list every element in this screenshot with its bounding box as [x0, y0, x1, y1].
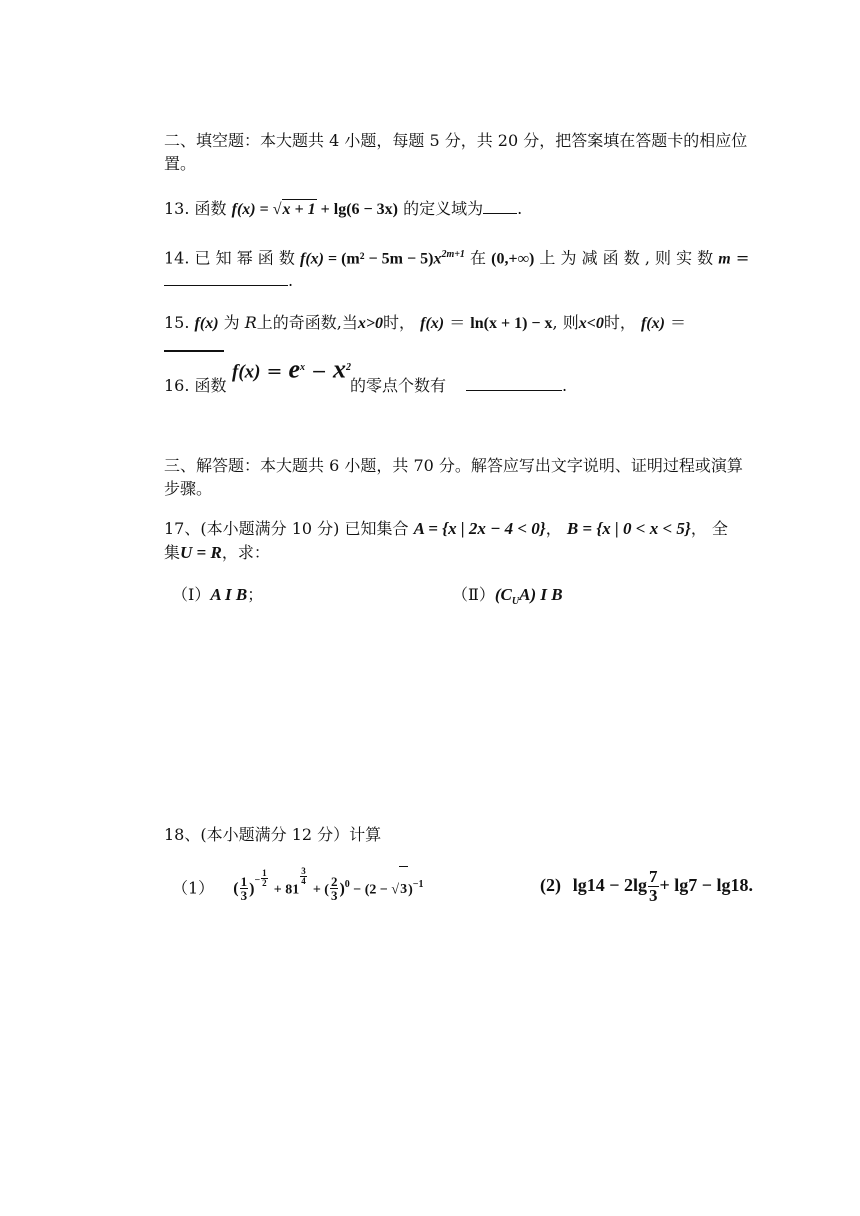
q16-tail: 的零点个数有 [350, 376, 447, 395]
q15-cond1: x>0 [357, 315, 383, 332]
question-14-answer [164, 271, 293, 291]
section-2-heading-cont-text: 置。 [164, 154, 197, 173]
section-3-heading-cont-text: 步骤。 [164, 479, 213, 498]
q13-eq: = [255, 201, 273, 218]
q15-t1: 为 [223, 313, 240, 332]
q14-m: m [718, 250, 731, 268]
q17-cont-prefix: 集 [164, 543, 181, 562]
section-2-heading [164, 131, 747, 151]
q13-end: . [517, 199, 523, 218]
q18-p1-exp2-num: 3 [301, 866, 306, 877]
q16-formula [232, 354, 352, 384]
question-13: 13. 函数 f(x) = √x + 1 + lg(6 − 3x) 的定义域为 . [164, 199, 523, 218]
q14-x: x [433, 250, 442, 268]
q18-p1-frac-b [330, 875, 339, 902]
section-3-heading-cont [164, 479, 212, 499]
q17-part-1 [172, 585, 263, 605]
q18-p1-b-num: 2 [330, 874, 338, 890]
q15-t2: 上的奇函数,当 [256, 313, 358, 332]
section-3-heading [164, 456, 743, 476]
q16-fx: f(x) [232, 361, 261, 383]
q18-p1-exp1-den: 2 [262, 878, 267, 889]
q18-part-2 [540, 862, 753, 908]
q17-universe: U = R [180, 543, 222, 562]
q17-cont-tail: ，求： [221, 543, 270, 562]
q15-answer-blank [164, 350, 224, 352]
q15-fx: f(x) [194, 315, 219, 332]
q18-p1-close: ) [408, 882, 413, 898]
question-17-cont [164, 543, 270, 563]
q14-eq: = [730, 248, 750, 268]
section-2-heading-cont [164, 154, 196, 174]
q17-part2-expr-a: (C [494, 585, 512, 604]
q18-p1-label: （1） [172, 878, 215, 898]
q16-e: e [288, 354, 301, 384]
q17-number: 17、(本小题满分 10 分) 已知集合 [164, 519, 409, 538]
q13-tail: 的定义域为 [403, 199, 484, 218]
question-17 [164, 519, 728, 539]
q18-p1-plus81: + 81 [273, 882, 300, 898]
q15-t4: ＝ [449, 313, 466, 332]
q18-p1-exp2 [300, 867, 307, 886]
q15-t6: 时， [603, 313, 636, 332]
q17-set-a: A = {x | 2x − 4 < 0} [413, 519, 546, 538]
q17-tail: ， 全 [690, 519, 728, 538]
q17-part1-label: （Ⅰ） [172, 585, 211, 604]
q18-p2-b: + lg7 − lg18. [659, 875, 754, 895]
q13-answer-blank [483, 199, 517, 214]
q16-x: x [333, 354, 347, 384]
q18-part-1: （1） ( $\frac{1}{3}$ )− $\frac{1}{2}$ + 81 $\frac{3}{4}$ + ( $\frac{2}{3}$ )$^0 - (2 - √3)^{-1}$ [172, 862, 423, 908]
q14-tail: 上 为 减 函 数 , 则 实 数 [539, 248, 714, 268]
q18-p1-plus: + ( [312, 882, 329, 898]
q18-p1-neg1: −1 [412, 879, 424, 890]
q18-p1-sqrt: 3 [399, 866, 408, 913]
q18-p1-a-num: 1 [240, 874, 248, 890]
q17-part2-sub: U [511, 596, 520, 608]
q18-number: 18、(本小题满分 12 分）计算 [164, 825, 382, 844]
q18-p1-tail: − (2 − [349, 882, 392, 898]
q13-fx: f(x) [231, 201, 256, 218]
q18-p2-frac [648, 868, 659, 905]
q17-part2-expr-b: A) I B [519, 585, 563, 604]
q14-mid: 在 [470, 248, 487, 268]
q14-end: . [288, 271, 294, 290]
q18-p1-frac-a [240, 875, 249, 902]
q16-eq: = [260, 360, 289, 383]
q18-p1-a-den: 3 [240, 888, 248, 904]
q13-number: 13. 函数 [164, 199, 227, 218]
q15-number: 15. [164, 313, 190, 332]
q16-answer [466, 376, 567, 396]
q13-rest: + lg(6 − 3x) [316, 201, 398, 218]
section-2-heading-text: 二、填空题：本大题共 4 小题，每题 5 分，共 20 分，把答案填在答题卡的相应位 [164, 131, 748, 150]
q17-part1-expr: A I B [210, 585, 248, 604]
q17-part2-label: （Ⅱ） [452, 585, 495, 604]
q18-p2-num: 7 [649, 866, 658, 886]
q15-expr: ln(x + 1) − x [470, 315, 553, 332]
q15-fx2: f(x) [420, 315, 445, 332]
q15-R: R [244, 313, 257, 332]
q18-p1-exp2-den: 4 [301, 876, 306, 887]
q14-number: 14. 已 知 幂 函 数 [164, 248, 295, 268]
q16-answer-blank [466, 376, 562, 391]
q15-t5: , 则 [552, 313, 579, 332]
q16-e-exponent: x [300, 362, 306, 373]
q18-p2-label: (2) [540, 875, 561, 895]
q14-expr: = (m² − 5m − 5) [323, 250, 434, 268]
section-3-heading-text: 三、解答题：本大题共 6 小题，共 70 分。解答应写出文字说明、证明过程或演算 [164, 456, 743, 475]
q15-t7: ＝ [670, 313, 687, 332]
q14-exponent: 2m+1 [441, 249, 465, 260]
q13-sqrt-body: x + 1 [282, 201, 316, 218]
q17-comma: ， [545, 519, 562, 538]
q16-number: 16. 函数 [164, 376, 227, 395]
q17-set-b: B = {x | 0 < x < 5} [566, 519, 691, 538]
q15-cond2: x<0 [578, 315, 604, 332]
q14-interval: (0,+∞) [491, 250, 535, 268]
question-14 [164, 245, 749, 269]
q18-p2-den: 3 [649, 885, 658, 905]
q16-minus: − [305, 360, 334, 383]
q15-fx3: f(x) [640, 315, 665, 332]
question-18 [164, 825, 381, 845]
q18-p1-zero: 0 [344, 879, 350, 890]
q16-end: . [562, 376, 568, 395]
q17-part1-end: ； [247, 585, 264, 604]
q14-fx: f(x) [299, 250, 324, 268]
q15-t3: 时， [383, 313, 416, 332]
q17-part-2 [452, 585, 563, 612]
q18-p1-exp1-num: 1 [262, 868, 267, 879]
question-15 [164, 313, 686, 334]
q18-p1-b-den: 3 [330, 888, 338, 904]
q16-x-exponent: 2 [346, 362, 352, 373]
q14-answer-blank [164, 271, 288, 286]
q18-p1-exp1 [261, 869, 268, 888]
q18-p2-a: lg14 − 2lg [572, 875, 647, 895]
